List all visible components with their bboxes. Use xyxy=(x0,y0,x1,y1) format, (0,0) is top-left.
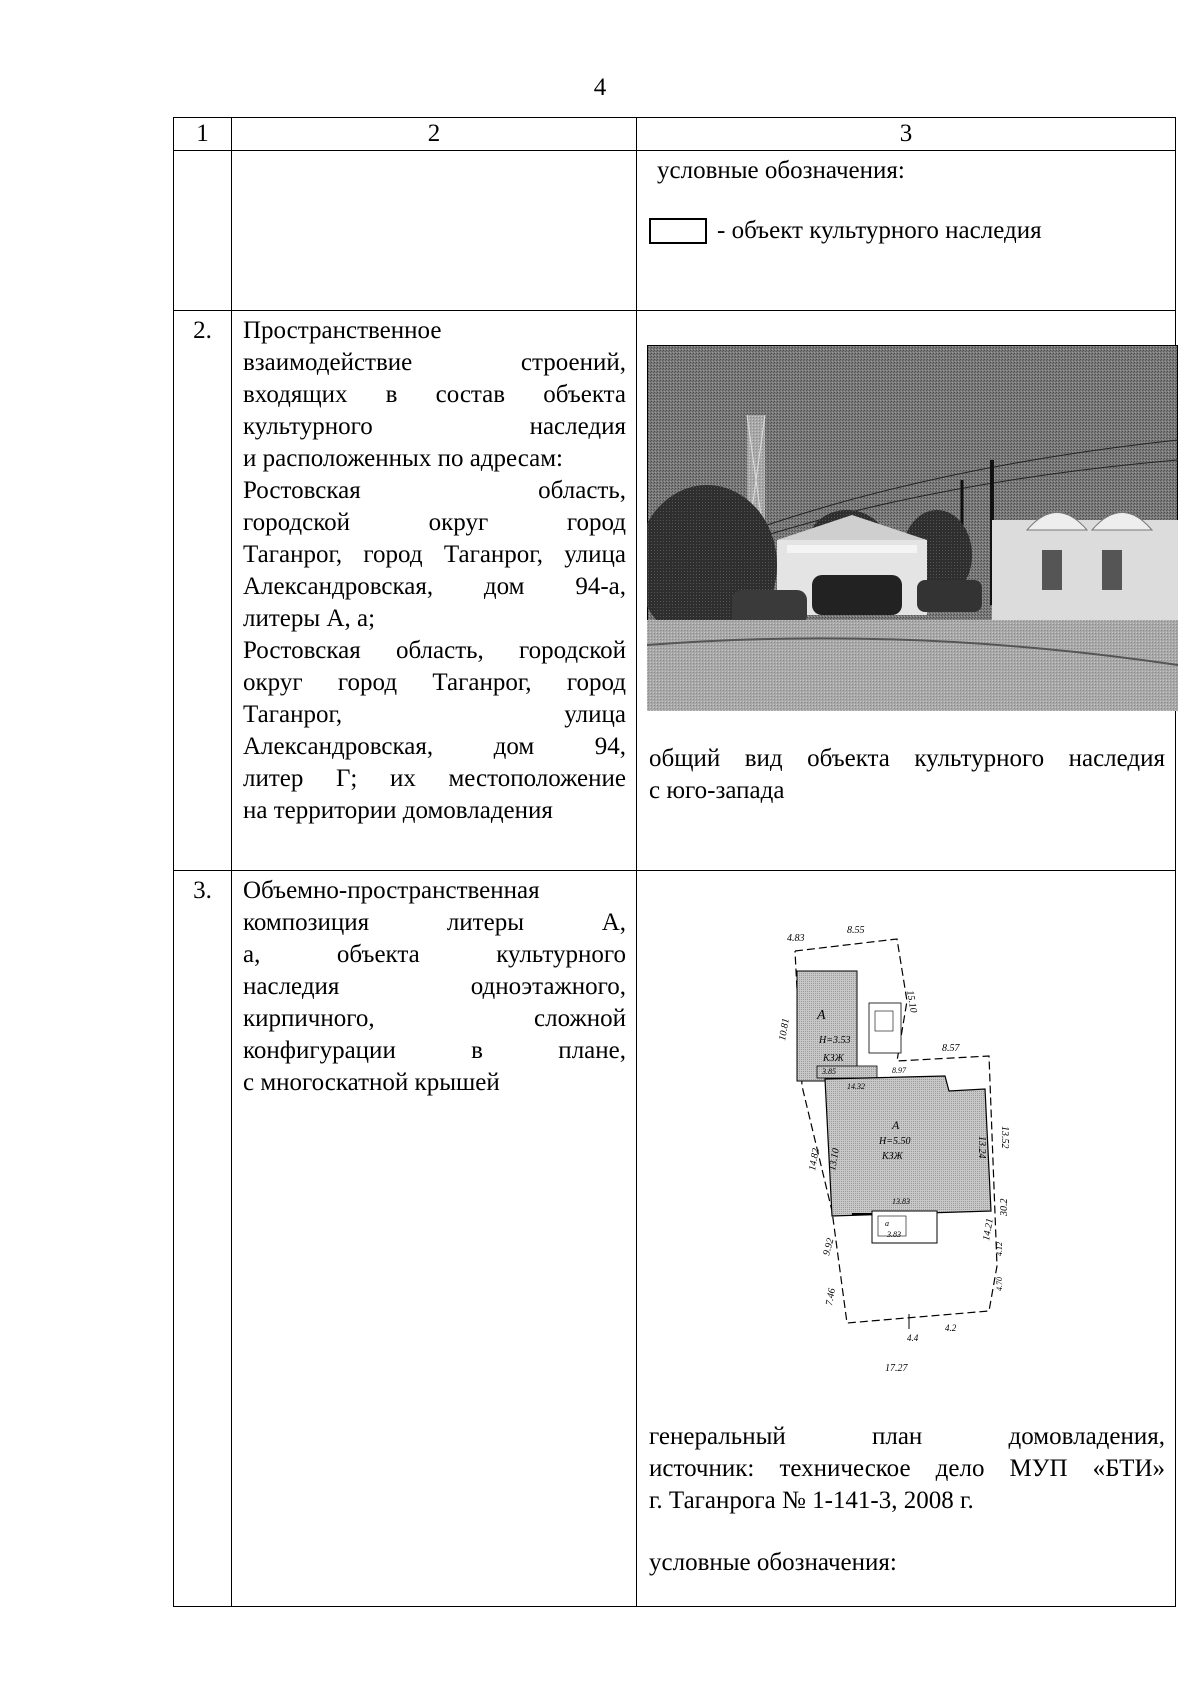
row3-description-line: с многоскатной крышей xyxy=(243,1069,500,1096)
row3-description-line: а, объекта культурного xyxy=(243,941,626,968)
row2-description-line: Таганрог, город Таганрог, улица xyxy=(243,541,626,568)
photo-caption xyxy=(649,743,1165,807)
row2-description-line: городской округ город xyxy=(243,509,626,536)
row2-description-line: Александровская, дом 94-а, xyxy=(243,573,626,600)
row2-description-line: взаимодействие строений, xyxy=(243,349,626,376)
row2-description-line: на территории домовладения xyxy=(243,797,553,824)
heritage-table xyxy=(173,117,1176,1607)
svg-text:4.2: 4.2 xyxy=(945,1323,957,1333)
svg-text:3.83: 3.83 xyxy=(887,1230,901,1239)
svg-text:30.2: 30.2 xyxy=(999,1198,1010,1216)
row3-description xyxy=(243,875,626,1099)
svg-text:15.10: 15.10 xyxy=(904,989,919,1014)
site-plan-drawing xyxy=(757,911,1057,1401)
row2-description-line: Александровская, дом 94, xyxy=(243,733,626,760)
row2-description-line: входящих в состав объекта xyxy=(243,381,626,408)
plan-caption-line: источник: техническое дело МУП «БТИ» xyxy=(649,1455,1165,1482)
row3-description-line: Объемно-пространственная xyxy=(243,877,540,904)
legend-title: условные обозначения: xyxy=(657,157,905,184)
row2-description-line: округ город Таганрог, город xyxy=(243,669,626,696)
building-photo xyxy=(647,345,1178,711)
row2-description-line: и расположенных по адресам: xyxy=(243,445,563,472)
svg-text:13.10: 13.10 xyxy=(827,1147,842,1172)
row3-desc xyxy=(232,871,637,1607)
svg-text:14.32: 14.32 xyxy=(847,1082,865,1091)
svg-text:14.82: 14.82 xyxy=(807,1147,822,1172)
row2-description-line: Таганрог, улица xyxy=(243,701,626,728)
svg-text:а: а xyxy=(885,1219,889,1228)
table-row-2 xyxy=(174,311,1176,871)
legend-item-label: - объект культурного наследия xyxy=(717,217,1042,244)
svg-text:H=3.53: H=3.53 xyxy=(819,1035,851,1046)
row1-desc xyxy=(232,151,637,311)
row1-num xyxy=(174,151,232,311)
table-header-row xyxy=(174,118,1176,151)
row2-num: 2. xyxy=(174,311,232,871)
svg-text:А: А xyxy=(817,1008,826,1023)
row3-plan-cell xyxy=(637,871,1176,1607)
row3-num: 3. xyxy=(174,871,232,1607)
page-number: 4 xyxy=(593,74,607,101)
svg-text:13.52: 13.52 xyxy=(999,1126,1010,1149)
row2-description xyxy=(243,315,626,827)
row3-description-line: кирпичного, сложной xyxy=(243,1005,626,1032)
header-col-3: 3 xyxy=(637,118,1176,151)
row3-description-line: конфигурации в плане, xyxy=(243,1037,626,1064)
row1-legend xyxy=(637,151,1176,311)
svg-text:КЗЖ: КЗЖ xyxy=(823,1053,844,1064)
svg-text:3.85: 3.85 xyxy=(822,1067,836,1076)
svg-text:А: А xyxy=(892,1118,900,1132)
svg-text:10.81: 10.81 xyxy=(777,1017,792,1042)
row3-legend-title: условные обозначения: xyxy=(649,1549,897,1576)
svg-text:4.70: 4.70 xyxy=(995,1277,1004,1291)
svg-text:13.24: 13.24 xyxy=(976,1136,987,1159)
photo-caption-line: с юго-запада xyxy=(649,777,785,804)
legend-box-icon xyxy=(649,218,707,244)
svg-text:13.83: 13.83 xyxy=(892,1197,910,1206)
svg-text:8.57: 8.57 xyxy=(942,1043,960,1054)
row2-description-line: культурного наследия xyxy=(243,413,626,440)
row3-description-line: композиция литеры А, xyxy=(243,909,626,936)
row2-desc xyxy=(232,311,637,871)
row3-description-line: наследия одноэтажного, xyxy=(243,973,626,1000)
header-col-2: 2 xyxy=(232,118,637,151)
svg-text:9.92: 9.92 xyxy=(821,1237,837,1257)
table-row-3 xyxy=(174,871,1176,1607)
plan-caption-line: генеральный план домовладения, xyxy=(649,1423,1165,1450)
table-row-legend xyxy=(174,151,1176,311)
svg-text:КЗЖ: КЗЖ xyxy=(882,1151,903,1162)
svg-text:17.27: 17.27 xyxy=(885,1363,908,1374)
svg-text:4.4: 4.4 xyxy=(907,1333,919,1343)
photo-caption-line: общий вид объекта культурного наследия xyxy=(649,745,1165,772)
legend-row xyxy=(649,215,1165,247)
row2-description-line: Ростовская область, xyxy=(243,477,626,504)
svg-text:4.12: 4.12 xyxy=(995,1242,1004,1256)
row2-photo-cell xyxy=(637,311,1176,871)
row2-description-line: литер Г; их местоположение xyxy=(243,765,626,792)
plan-caption xyxy=(649,1421,1165,1517)
row2-description-line: Ростовская область, городской xyxy=(243,637,626,664)
svg-text:4.83: 4.83 xyxy=(787,933,805,944)
row2-description-line: литеры А, а; xyxy=(243,605,376,632)
plan-caption-line: г. Таганрога № 1-141-3, 2008 г. xyxy=(649,1487,974,1514)
svg-text:8.55: 8.55 xyxy=(847,925,865,936)
header-col-1: 1 xyxy=(174,118,232,151)
row2-description-line: Пространственное xyxy=(243,317,442,344)
svg-text:H=5.50: H=5.50 xyxy=(879,1136,911,1147)
svg-text:8.97: 8.97 xyxy=(892,1066,906,1075)
svg-text:7.46: 7.46 xyxy=(824,1287,838,1307)
svg-text:14.21: 14.21 xyxy=(981,1217,996,1242)
